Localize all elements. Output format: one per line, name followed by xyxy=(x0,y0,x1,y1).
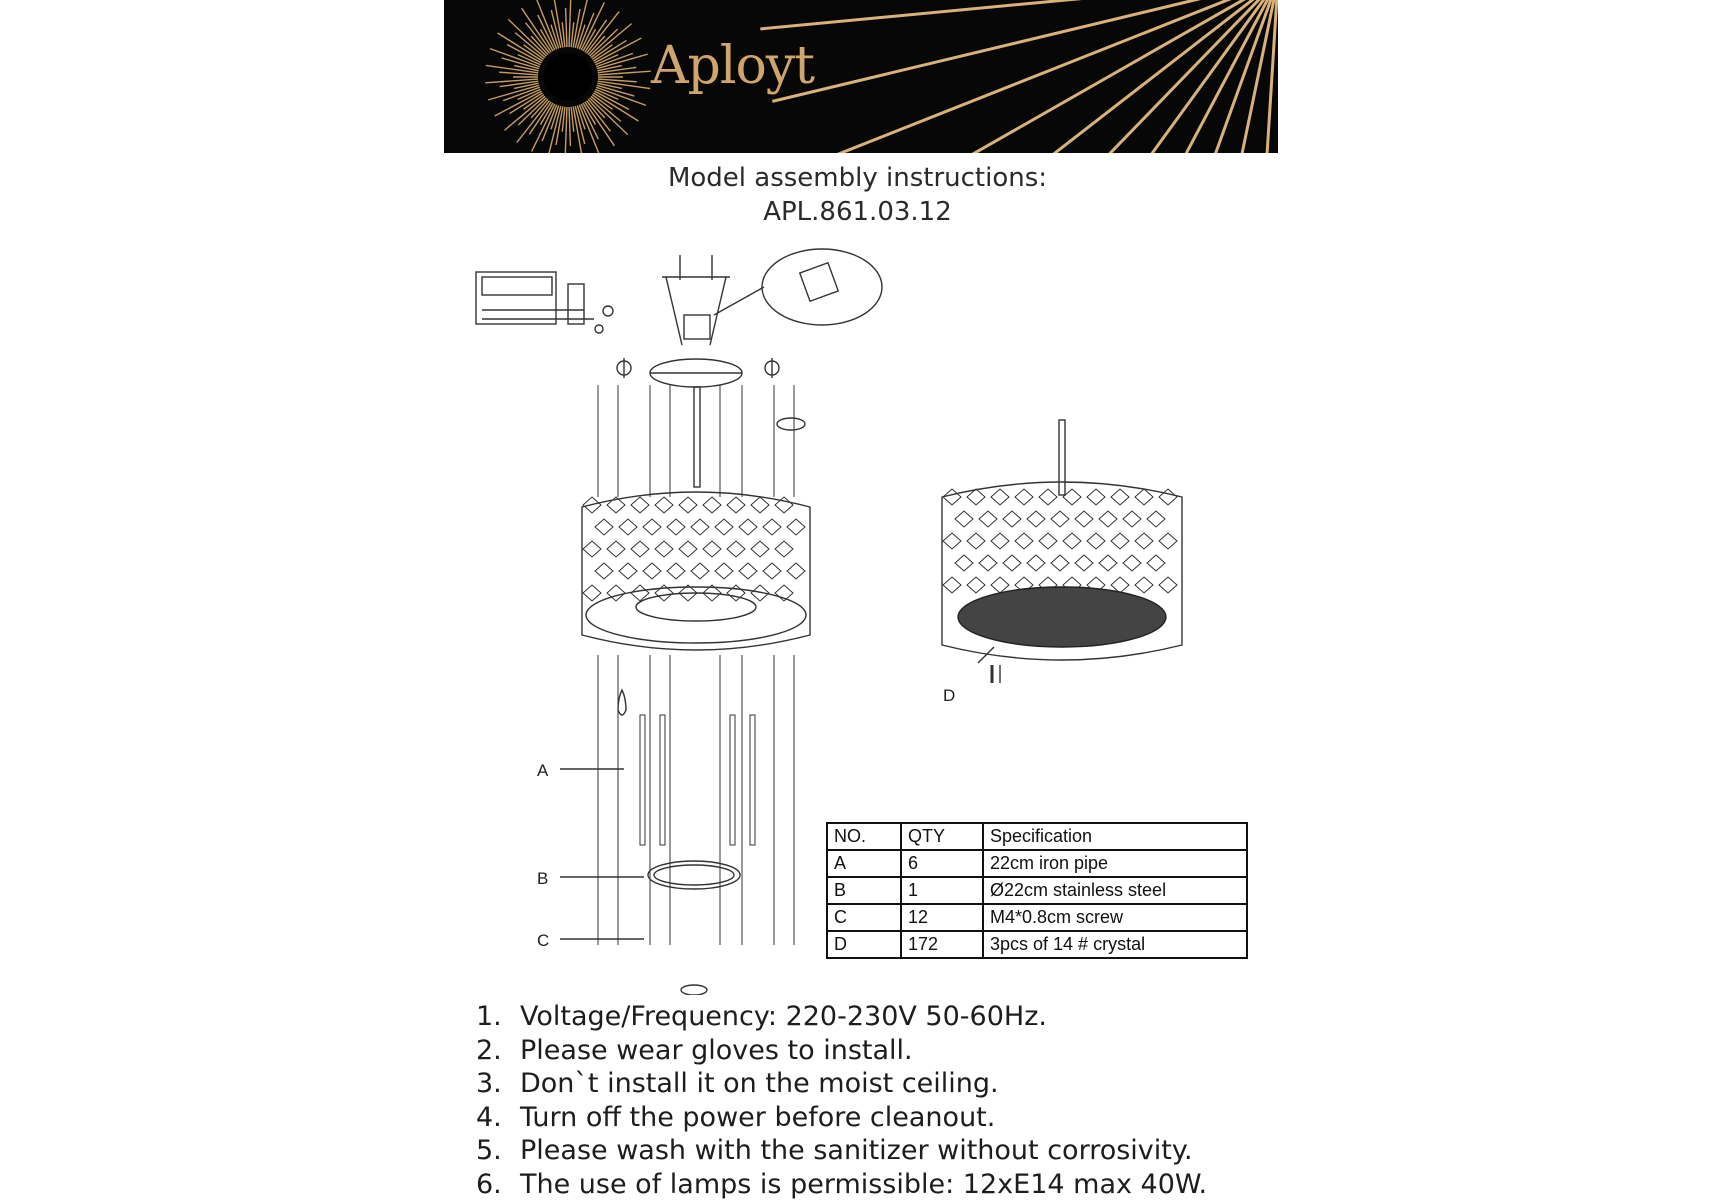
note-number: 1. xyxy=(476,1000,520,1034)
crystal-shape xyxy=(619,563,637,579)
crystal-shape xyxy=(751,497,769,513)
crystal-shape xyxy=(979,555,997,571)
list-item xyxy=(476,1067,1207,1101)
table-cell-spec: M4*0.8cm screw xyxy=(983,904,1247,931)
crystal-shape xyxy=(619,519,637,535)
table-cell-spec: 22cm iron pipe xyxy=(983,850,1247,877)
crystal-shape xyxy=(1111,489,1129,505)
parts-table xyxy=(826,822,1248,959)
crystal-shape xyxy=(1099,555,1117,571)
table-header-cell: Specification xyxy=(983,823,1247,850)
crystal-shape xyxy=(1123,511,1141,527)
crystal-shape xyxy=(595,563,613,579)
iron-pipe xyxy=(640,715,645,845)
table-cell-no: B xyxy=(827,877,901,904)
crystal-shape xyxy=(667,563,685,579)
crystal-shape xyxy=(643,563,661,579)
list-item xyxy=(476,1134,1207,1168)
crystal-shape xyxy=(1063,533,1081,549)
part-label-d: D xyxy=(943,686,955,706)
note-text: Don`t install it on the moist ceiling. xyxy=(520,1068,999,1099)
table-cell-qty: 172 xyxy=(901,931,983,958)
iron-pipe xyxy=(730,715,735,845)
crystal-shape xyxy=(955,555,973,571)
crystal-shape xyxy=(1159,489,1177,505)
crystal-shape xyxy=(763,519,781,535)
table-cell-spec: Ø22cm stainless steel xyxy=(983,877,1247,904)
note-text: Turn off the power before cleanout. xyxy=(520,1102,995,1133)
part-label-b: B xyxy=(537,869,548,889)
page-title: Model assembly instructions: xyxy=(0,163,1715,193)
crystal-shape xyxy=(1159,577,1177,593)
crystal-shape xyxy=(739,519,757,535)
crystal-shape xyxy=(1099,511,1117,527)
crystal-shape xyxy=(727,541,745,557)
banner-ray xyxy=(826,0,1278,153)
note-number: 3. xyxy=(476,1067,520,1101)
note-number: 6. xyxy=(476,1168,520,1201)
note-number: 4. xyxy=(476,1101,520,1135)
crystal-shape xyxy=(1135,577,1153,593)
sun-ray xyxy=(569,0,571,47)
crystal-shape xyxy=(1003,555,1021,571)
crystal-shape xyxy=(967,533,985,549)
notes-list xyxy=(476,1000,1207,1201)
banner-ray xyxy=(867,0,1278,153)
crystal-shape xyxy=(655,497,673,513)
crystal-shape xyxy=(967,577,985,593)
wiring-diagram xyxy=(476,272,613,333)
crystal-shape xyxy=(1087,533,1105,549)
table-cell-qty: 6 xyxy=(901,850,983,877)
crystal-shape xyxy=(787,519,805,535)
crystal-shape xyxy=(1135,489,1153,505)
part-label-a: A xyxy=(537,761,548,781)
crystal-shape xyxy=(655,541,673,557)
iron-pipe xyxy=(750,715,755,845)
crystal-shape xyxy=(1159,533,1177,549)
crystal-shape xyxy=(1015,533,1033,549)
table-cell-no: D xyxy=(827,931,901,958)
crystal-shape xyxy=(943,577,961,593)
crystal-shape xyxy=(1039,533,1057,549)
crystal-shape xyxy=(691,519,709,535)
sun-disc xyxy=(544,53,592,101)
crystal-shape xyxy=(943,533,961,549)
banner-ray xyxy=(1102,0,1278,153)
table-row xyxy=(827,850,1247,877)
crystal-shape xyxy=(991,533,1009,549)
list-item xyxy=(476,1101,1207,1135)
crystal-shape xyxy=(1075,555,1093,571)
crystal-shape xyxy=(943,489,961,505)
crystal-shape xyxy=(643,519,661,535)
crystal-shape xyxy=(631,541,649,557)
part-label-c: C xyxy=(537,931,549,951)
crystal-shape xyxy=(667,519,685,535)
list-item xyxy=(476,1000,1207,1034)
table-cell-qty: 1 xyxy=(901,877,983,904)
table-row xyxy=(827,931,1247,958)
note-text: Please wear gloves to install. xyxy=(520,1035,913,1066)
table-header-cell: NO. xyxy=(827,823,901,850)
crystal-shape xyxy=(1123,555,1141,571)
crystal-shape xyxy=(739,563,757,579)
table-row xyxy=(827,904,1247,931)
crystal-shape xyxy=(751,541,769,557)
crystal-shape xyxy=(583,585,601,601)
sun-ray xyxy=(566,8,567,47)
crystal-shape xyxy=(1111,533,1129,549)
note-number: 5. xyxy=(476,1134,520,1168)
ceiling-bracket xyxy=(662,249,882,345)
crystal-shape xyxy=(979,511,997,527)
crystal-shape xyxy=(595,519,613,535)
crystal-shape xyxy=(787,563,805,579)
crystal-shape xyxy=(1087,489,1105,505)
table-cell-no: C xyxy=(827,904,901,931)
crystal-shape xyxy=(727,497,745,513)
note-number: 2. xyxy=(476,1034,520,1068)
crystal-shape xyxy=(991,489,1009,505)
crystal-shape xyxy=(1039,489,1057,505)
crystal-shape xyxy=(775,541,793,557)
sunburst-graphic xyxy=(444,0,1278,153)
crystal-shape xyxy=(583,541,601,557)
note-text: Please wash with the sanitizer without corrosivity. xyxy=(520,1135,1193,1166)
table-cell-qty: 12 xyxy=(901,904,983,931)
crystal-shape xyxy=(763,563,781,579)
crystal-shape xyxy=(1147,511,1165,527)
crystal-shape xyxy=(1147,555,1165,571)
crystal-shape xyxy=(1051,511,1069,527)
crystal-shape xyxy=(1003,511,1021,527)
sun-ray xyxy=(569,107,570,146)
model-number: APL.861.03.12 xyxy=(0,197,1715,227)
banner-ray xyxy=(1035,0,1278,153)
crystal-shape xyxy=(1051,555,1069,571)
banner-ray xyxy=(972,0,1278,153)
crystal-shape xyxy=(1015,489,1033,505)
crystal-shape xyxy=(679,541,697,557)
list-item xyxy=(476,1034,1207,1068)
table-row xyxy=(827,877,1247,904)
crystal-shape xyxy=(715,519,733,535)
crystal-shape xyxy=(1075,511,1093,527)
brand-logo: Aployt xyxy=(651,36,814,96)
table-header-cell: QTY xyxy=(901,823,983,850)
table-cell-no: A xyxy=(827,850,901,877)
crystal-shape xyxy=(703,541,721,557)
iron-pipe xyxy=(660,715,665,845)
brand-banner xyxy=(444,0,1278,153)
crystal-shape xyxy=(691,563,709,579)
lamp-body-exploded xyxy=(582,385,810,995)
list-item xyxy=(476,1168,1207,1201)
table-header-row xyxy=(827,823,1247,850)
note-text: The use of lamps is permissible: 12xE14 max 40W. xyxy=(520,1169,1207,1200)
sun-ray xyxy=(565,107,567,153)
crystal-shape xyxy=(607,541,625,557)
crystal-shape xyxy=(991,577,1009,593)
crystal-shape xyxy=(703,497,721,513)
lamp-assembled xyxy=(942,420,1182,683)
crystal-shape xyxy=(715,563,733,579)
crystal-shape xyxy=(1135,533,1153,549)
crystal-shape xyxy=(631,497,649,513)
crystal-shape xyxy=(1027,511,1045,527)
crystal-shape xyxy=(955,511,973,527)
note-text: Voltage/Frequency: 220-230V 50-60Hz. xyxy=(520,1001,1047,1032)
crystal-shape xyxy=(679,497,697,513)
ceiling-canopy xyxy=(617,358,805,487)
crystal-shape xyxy=(1027,555,1045,571)
table-cell-spec: 3pcs of 14 # crystal xyxy=(983,931,1247,958)
crystal-shape xyxy=(607,585,625,601)
